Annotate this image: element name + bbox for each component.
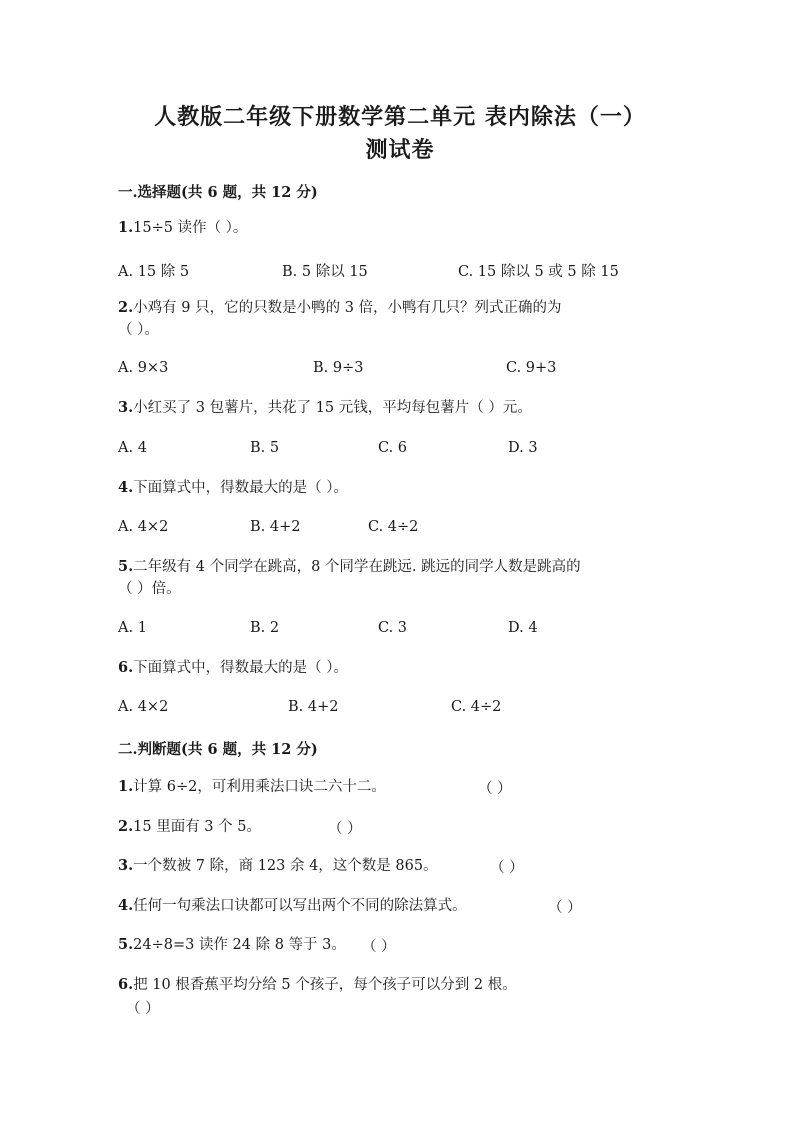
question-text: 小鸡有 9 只，它的只数是小鸭的 3 倍，小鸭有几只？列式正确的为 (133, 300, 562, 316)
question-number: 6. (118, 659, 134, 676)
choice-options-1 (118, 260, 718, 280)
option-a: A. 4 (118, 440, 147, 456)
option-a: A. 4×2 (118, 699, 169, 715)
judge-question-3 (118, 856, 438, 876)
judge-question-6 (118, 975, 517, 995)
judge-question-1 (118, 777, 386, 797)
option-c: C. 9+3 (506, 360, 557, 376)
choice-options-2 (118, 360, 718, 380)
answer-parentheses: （ ） (478, 781, 512, 797)
choice-question-6 (118, 658, 348, 678)
question-number: 3. (118, 857, 134, 874)
option-c: C. 4÷2 (451, 699, 502, 715)
option-c: C. 3 (378, 620, 408, 636)
answer-parentheses: （ ） (490, 860, 524, 876)
question-number: 2. (118, 818, 134, 835)
choice-question-1 (118, 218, 247, 238)
choice-question-5 (118, 557, 581, 577)
option-c: C. 4÷2 (368, 519, 419, 535)
question-number: 3. (118, 399, 134, 416)
choice-options-3 (118, 440, 718, 460)
choice-question-2-line2: （ ）。 (118, 322, 159, 338)
answer-parentheses: （ ） (126, 1001, 160, 1017)
option-a: A. 1 (118, 620, 147, 636)
question-text: 下面算式中，得数最大的是（ ）。 (133, 660, 348, 676)
choice-options-4 (118, 519, 718, 539)
question-text: 任何一句乘法口诀都可以写出两个不同的除法算式。 (133, 898, 467, 914)
question-number: 5. (118, 936, 134, 953)
option-c: C. 6 (378, 440, 408, 456)
section-heading-judge: 二.判断题(共 6 题，共 12 分) (118, 741, 318, 758)
judge-question-4 (118, 896, 467, 916)
question-number: 2. (118, 299, 134, 316)
question-text: 二年级有 4 个同学在跳高，8 个同学在跳远. 跳远的同学人数是跳高的 (133, 559, 581, 575)
question-text: 24÷8=3 读作 24 除 8 等于 3。 (133, 937, 346, 953)
question-text: 小红买了 3 包薯片，共花了 15 元钱，平均每包薯片（ ）元。 (133, 400, 532, 416)
option-a: A. 4×2 (118, 519, 169, 535)
question-text: 15 里面有 3 个 5。 (133, 819, 261, 835)
option-b: B. 5 除以 15 (282, 264, 368, 280)
option-d: D. 3 (508, 440, 538, 456)
answer-parentheses: （ ） (548, 900, 582, 916)
option-b: B. 4+2 (250, 519, 301, 535)
option-b: B. 5 (250, 440, 280, 456)
question-number: 1. (118, 778, 134, 795)
question-text: 15÷5 读作（ ）。 (133, 220, 248, 236)
question-number: 1. (118, 219, 134, 236)
option-c: C. 15 除以 5 或 5 除 15 (458, 264, 619, 280)
question-number: 6. (118, 976, 134, 993)
option-a: A. 9×3 (118, 360, 169, 376)
choice-question-5-line2: （ ）倍。 (118, 581, 181, 597)
choice-options-5 (118, 620, 718, 640)
question-number: 5. (118, 558, 134, 575)
option-b: B. 9÷3 (313, 360, 364, 376)
option-b: B. 4+2 (288, 699, 339, 715)
choice-question-3 (118, 398, 532, 418)
section-heading-choice: 一.选择题(共 6 题，共 12 分) (118, 184, 318, 201)
choice-options-6 (118, 699, 718, 719)
question-text: 一个数被 7 除，商 123 余 4，这个数是 865。 (133, 858, 438, 874)
question-text: 下面算式中，得数最大的是（ ）。 (133, 480, 348, 496)
option-d: D. 4 (508, 620, 538, 636)
choice-question-2 (118, 298, 562, 318)
choice-question-4 (118, 478, 348, 498)
page-title: 人教版二年级下册数学第二单元 表内除法（一） (154, 104, 646, 130)
judge-question-2 (118, 817, 261, 837)
answer-parentheses: （ ） (328, 821, 362, 837)
question-text: 把 10 根香蕉平均分给 5 个孩子，每个孩子可以分到 2 根。 (133, 977, 517, 993)
judge-question-5 (118, 935, 346, 955)
option-b: B. 2 (250, 620, 280, 636)
answer-parentheses: （ ） (362, 939, 396, 955)
question-number: 4. (118, 897, 134, 914)
option-a: A. 15 除 5 (118, 264, 190, 280)
page-subtitle: 测试卷 (365, 137, 435, 163)
question-number: 4. (118, 479, 134, 496)
question-text: 计算 6÷2，可利用乘法口诀二六十二。 (133, 779, 386, 795)
